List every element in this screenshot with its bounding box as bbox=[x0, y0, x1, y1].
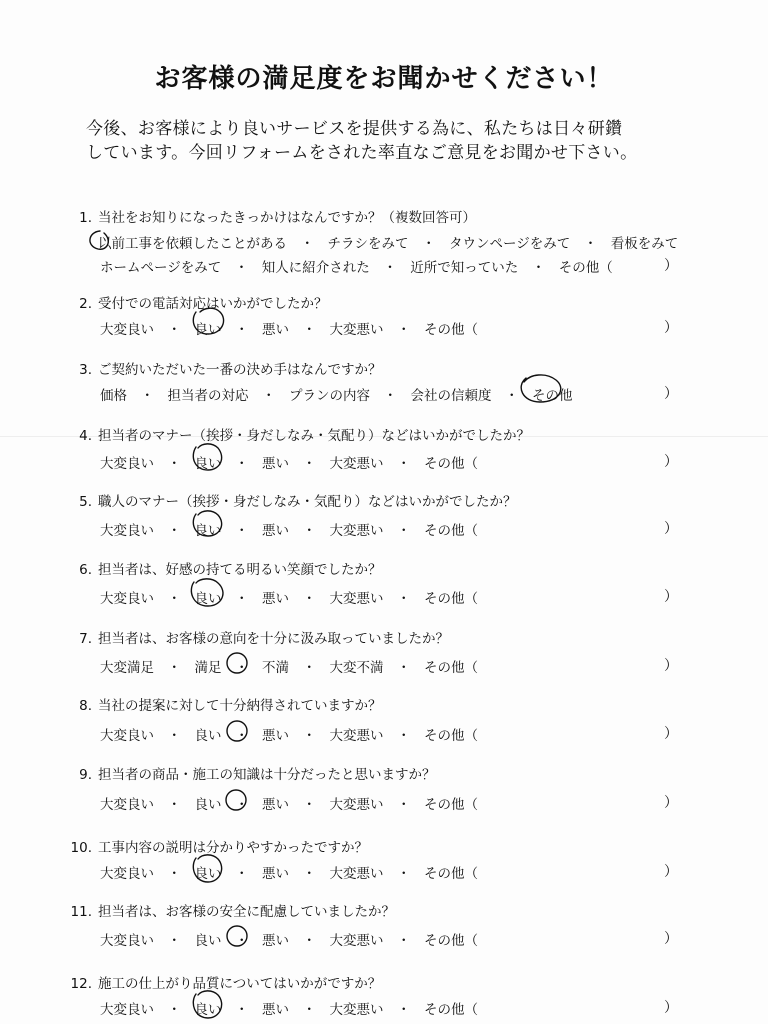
question-10-close-paren: ） bbox=[664, 864, 678, 880]
question-12 bbox=[56, 972, 381, 992]
question-8-close-paren: ） bbox=[664, 726, 678, 742]
question-9-close-paren: ） bbox=[664, 795, 678, 811]
question-6 bbox=[64, 558, 382, 578]
question-text: 当社の提案に対して十分納得されていますか？ bbox=[98, 698, 382, 714]
question-6-options: 大変良い ・ 良い ・ 悪い ・ 大変悪い ・ その他（ bbox=[100, 591, 478, 607]
intro-line-2: しています。今回リフォームをされた率直なご意見をお聞かせ下さい。 bbox=[86, 143, 638, 163]
question-4 bbox=[64, 424, 530, 444]
question-number: 11. bbox=[70, 904, 92, 920]
question-1-options-line-2: ホームページをみて ・ 知人に紹介された ・ 近所で知っていた ・ その他（ bbox=[100, 260, 613, 276]
question-11-close-paren: ） bbox=[664, 931, 678, 947]
question-4-options: 大変良い ・ 良い ・ 悪い ・ 大変悪い ・ その他（ bbox=[100, 456, 478, 472]
question-text: ご契約いただいた一番の決め手はなんですか？ bbox=[98, 362, 382, 378]
question-text: 担当者は、お客様の安全に配慮していましたか？ bbox=[98, 904, 395, 920]
question-4-close-paren: ） bbox=[664, 454, 678, 470]
question-1-close-paren: ） bbox=[664, 258, 678, 274]
question-text: 担当者の商品・施工の知識は十分だったと思いますか？ bbox=[98, 767, 436, 783]
question-text: 当社をお知りになったきっかけはなんですか？（複数回答可） bbox=[98, 210, 476, 226]
question-number: 5. bbox=[79, 494, 92, 510]
question-11 bbox=[56, 900, 395, 920]
question-number: 12. bbox=[70, 976, 92, 992]
page-title: お客様の満足度をお聞かせください！ bbox=[154, 64, 614, 94]
question-2-close-paren: ） bbox=[664, 320, 678, 336]
question-text: 担当者のマナー（挨拶・身だしなみ・気配り）などはいかがでしたか？ bbox=[98, 428, 530, 444]
intro-line-1: 今後、お客様により良いサービスを提供する為に、私たちは日々研鑽 bbox=[86, 119, 623, 139]
question-8-options: 大変良い ・ 良い ・ 悪い ・ 大変悪い ・ その他（ bbox=[100, 728, 478, 744]
question-7-options: 大変満足 ・ 満足 ・ 不満 ・ 大変不満 ・ その他（ bbox=[100, 660, 478, 676]
question-3 bbox=[64, 358, 382, 378]
question-7 bbox=[64, 627, 449, 647]
question-5 bbox=[64, 490, 517, 510]
question-number: 4. bbox=[79, 428, 92, 444]
question-12-close-paren: ） bbox=[664, 1000, 678, 1016]
question-10 bbox=[56, 836, 368, 856]
question-7-close-paren: ） bbox=[664, 658, 678, 674]
question-3-options: 価格 ・ 担当者の対応 ・ プランの内容 ・ 会社の信頼度 ・ その他 bbox=[100, 388, 573, 404]
question-number: 10. bbox=[70, 840, 92, 856]
question-number: 3. bbox=[79, 362, 92, 378]
question-6-close-paren: ） bbox=[664, 589, 678, 605]
question-number: 7. bbox=[79, 631, 92, 647]
question-text: 施工の仕上がり品質についてはいかがですか？ bbox=[98, 976, 382, 992]
question-text: 担当者は、お客様の意向を十分に汲み取っていましたか？ bbox=[98, 631, 449, 647]
question-2 bbox=[64, 292, 328, 312]
question-5-close-paren: ） bbox=[664, 521, 678, 537]
question-10-options: 大変良い ・ 良い ・ 悪い ・ 大変悪い ・ その他（ bbox=[100, 866, 478, 882]
question-12-options: 大変良い ・ 良い ・ 悪い ・ 大変悪い ・ その他（ bbox=[100, 1002, 478, 1018]
question-5-options: 大変良い ・ 良い ・ 悪い ・ 大変悪い ・ その他（ bbox=[100, 523, 478, 539]
question-11-options: 大変良い ・ 良い ・ 悪い ・ 大変悪い ・ その他（ bbox=[100, 933, 478, 949]
question-number: 6. bbox=[79, 562, 92, 578]
question-text: 職人のマナー（挨拶・身だしなみ・気配り）などはいかがでしたか？ bbox=[98, 494, 517, 510]
question-text: 工事内容の説明は分かりやすかったですか？ bbox=[98, 840, 368, 856]
question-9 bbox=[64, 763, 436, 783]
question-number: 2. bbox=[79, 296, 92, 312]
question-number: 1. bbox=[79, 210, 92, 226]
question-text: 受付での電話対応はいかがでしたか？ bbox=[98, 296, 328, 312]
question-number: 8. bbox=[79, 698, 92, 714]
question-text: 担当者は、好感の持てる明るい笑顔でしたか？ bbox=[98, 562, 382, 578]
question-9-options: 大変良い ・ 良い ・ 悪い ・ 大変悪い ・ その他（ bbox=[100, 797, 478, 813]
question-3-close-paren: ） bbox=[664, 386, 678, 402]
question-1 bbox=[64, 206, 476, 226]
question-2-options: 大変良い ・ 良い ・ 悪い ・ 大変悪い ・ その他（ bbox=[100, 322, 478, 338]
question-8 bbox=[64, 694, 382, 714]
question-1-options-line-1: 以前工事を依頼したことがある ・ チラシをみて ・ タウンページをみて ・ 看板をみて bbox=[98, 236, 679, 252]
question-number: 9. bbox=[79, 767, 92, 783]
